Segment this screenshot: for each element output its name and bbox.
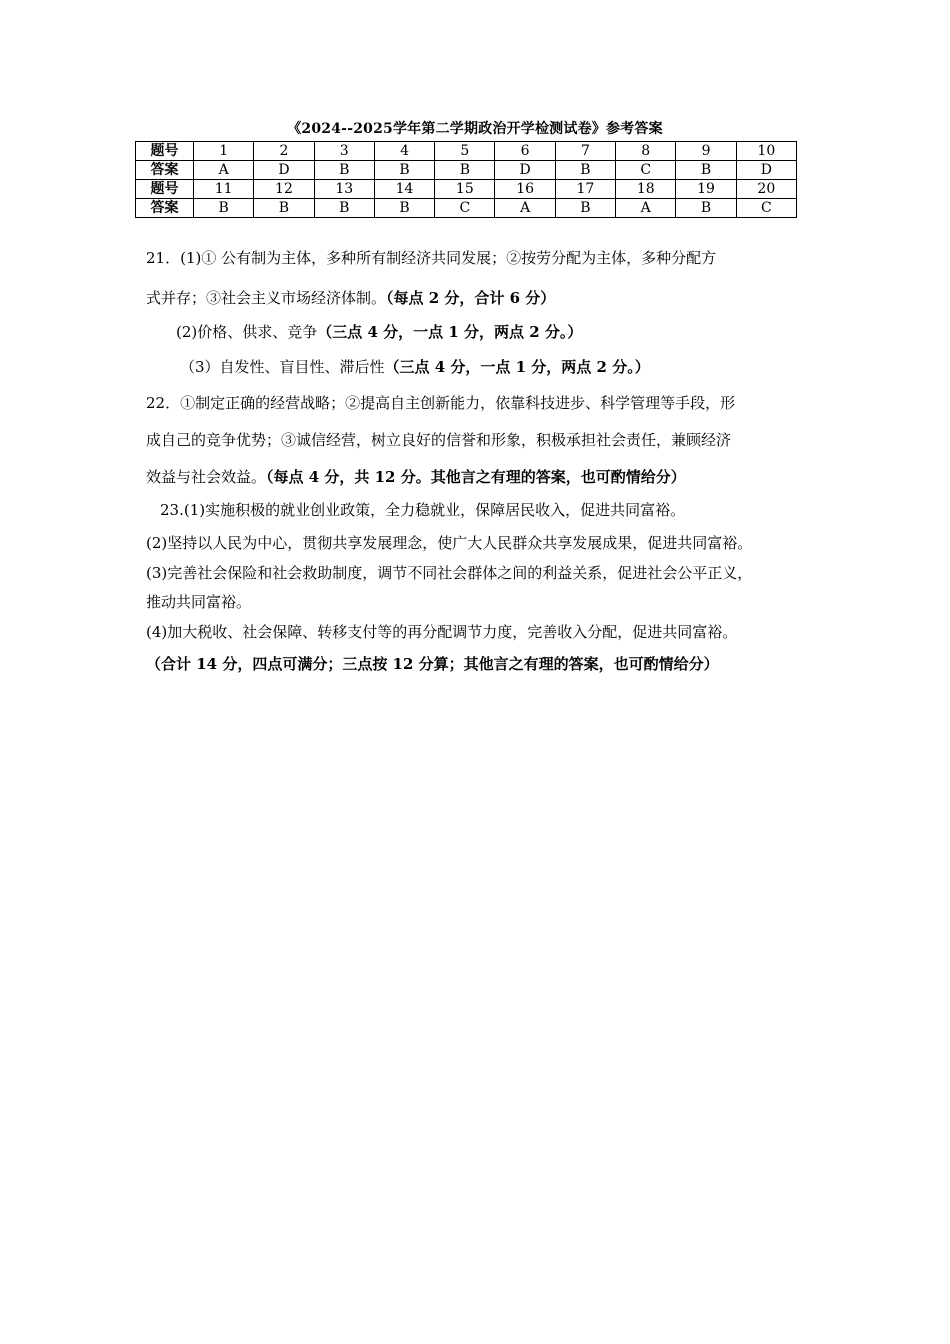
table-cell: 10 bbox=[736, 142, 796, 161]
q21-line-2 bbox=[146, 288, 555, 308]
table-cell: 16 bbox=[495, 180, 555, 199]
row-header: 题号 bbox=[136, 142, 194, 161]
q21-2-text: (2)价格、供求、竞争 bbox=[176, 323, 318, 341]
table-cell: B bbox=[374, 199, 434, 218]
table-cell: A bbox=[194, 161, 254, 180]
q23-line-3: (3)完善社会保险和社会救助制度，调节不同社会群体之间的利益关系，促进社会公平正义， bbox=[146, 564, 753, 582]
table-cell: B bbox=[435, 161, 495, 180]
answer-table bbox=[135, 141, 797, 218]
q23-line-1: 23.(1)实施积极的就业创业政策，全力稳就业，保障居民收入，促进共同富裕。 bbox=[160, 501, 686, 519]
table-cell: C bbox=[435, 199, 495, 218]
table-cell: 12 bbox=[254, 180, 314, 199]
table-cell: B bbox=[254, 199, 314, 218]
q22-line-2: 成自己的竞争优势；③诚信经营，树立良好的信誉和形象，积极承担社会责任，兼顾经济 bbox=[146, 431, 732, 449]
table-cell: 18 bbox=[616, 180, 676, 199]
table-cell: B bbox=[374, 161, 434, 180]
q21-line-3 bbox=[176, 322, 582, 342]
table-cell: 14 bbox=[374, 180, 434, 199]
table-row bbox=[136, 161, 797, 180]
table-cell: C bbox=[616, 161, 676, 180]
q21-3-score: （三点 4 分，一点 1 分，两点 2 分。） bbox=[384, 358, 650, 376]
table-cell: B bbox=[555, 199, 615, 218]
page-title: 《2024--2025学年第二学期政治开学检测试卷》参考答案 bbox=[287, 121, 663, 137]
table-cell: B bbox=[314, 161, 374, 180]
table-cell: 6 bbox=[495, 142, 555, 161]
table-cell: 20 bbox=[736, 180, 796, 199]
table-cell: 15 bbox=[435, 180, 495, 199]
table-row bbox=[136, 142, 797, 161]
table-cell: 4 bbox=[374, 142, 434, 161]
q21-text: 式并存；③社会主义市场经济体制。 bbox=[146, 289, 387, 307]
table-cell: A bbox=[495, 199, 555, 218]
table-cell: D bbox=[736, 161, 796, 180]
q22-line-1: 22．①制定正确的经营战略；②提高自主创新能力，依靠科技进步、科学管理等手段，形 bbox=[146, 394, 736, 412]
q21-2-score: （三点 4 分，一点 1 分，两点 2 分。） bbox=[317, 323, 583, 341]
table-cell: 7 bbox=[555, 142, 615, 161]
table-cell: B bbox=[676, 161, 736, 180]
table-cell: D bbox=[254, 161, 314, 180]
q22-line-3 bbox=[146, 467, 686, 487]
q22-text: 效益与社会效益。 bbox=[146, 468, 267, 486]
q21-score: （每点 2 分，合计 6 分） bbox=[386, 289, 556, 307]
table-row bbox=[136, 199, 797, 218]
row-header: 题号 bbox=[136, 180, 194, 199]
table-cell: C bbox=[736, 199, 796, 218]
row-header: 答案 bbox=[136, 199, 194, 218]
table-cell: 3 bbox=[314, 142, 374, 161]
table-cell: 5 bbox=[435, 142, 495, 161]
table-cell: B bbox=[314, 199, 374, 218]
table-cell: 8 bbox=[616, 142, 676, 161]
table-cell: B bbox=[676, 199, 736, 218]
table-cell: 9 bbox=[676, 142, 736, 161]
table-cell: 13 bbox=[314, 180, 374, 199]
table-cell: 11 bbox=[194, 180, 254, 199]
q21-line-4 bbox=[180, 357, 650, 377]
table-cell: A bbox=[616, 199, 676, 218]
row-header: 答案 bbox=[136, 161, 194, 180]
table-cell: 2 bbox=[254, 142, 314, 161]
table-cell: B bbox=[555, 161, 615, 180]
table-cell: D bbox=[495, 161, 555, 180]
q21-line-1: 21．(1)① 公有制为主体，多种所有制经济共同发展；②按劳分配为主体，多种分配方 bbox=[146, 249, 717, 267]
q23-line-4: 推动共同富裕。 bbox=[146, 593, 252, 611]
q23-score: （合计 14 分，四点可满分；三点按 12 分算；其他言之有理的答案，也可酌情给分） bbox=[146, 655, 719, 673]
q21-3-text: （3）自发性、盲目性、滞后性 bbox=[180, 358, 385, 376]
table-cell: 1 bbox=[194, 142, 254, 161]
table-cell: B bbox=[194, 199, 254, 218]
q23-line-2: (2)坚持以人民为中心，贯彻共享发展理念，使广大人民群众共享发展成果，促进共同富裕。 bbox=[146, 534, 753, 552]
table-row bbox=[136, 180, 797, 199]
table-cell: 19 bbox=[676, 180, 736, 199]
table-cell: 17 bbox=[555, 180, 615, 199]
q22-score: （每点 4 分，共 12 分。其他言之有理的答案，也可酌情给分） bbox=[266, 468, 686, 486]
q23-line-5: (4)加大税收、社会保障、转移支付等的再分配调节力度，完善收入分配，促进共同富裕。 bbox=[146, 623, 738, 641]
